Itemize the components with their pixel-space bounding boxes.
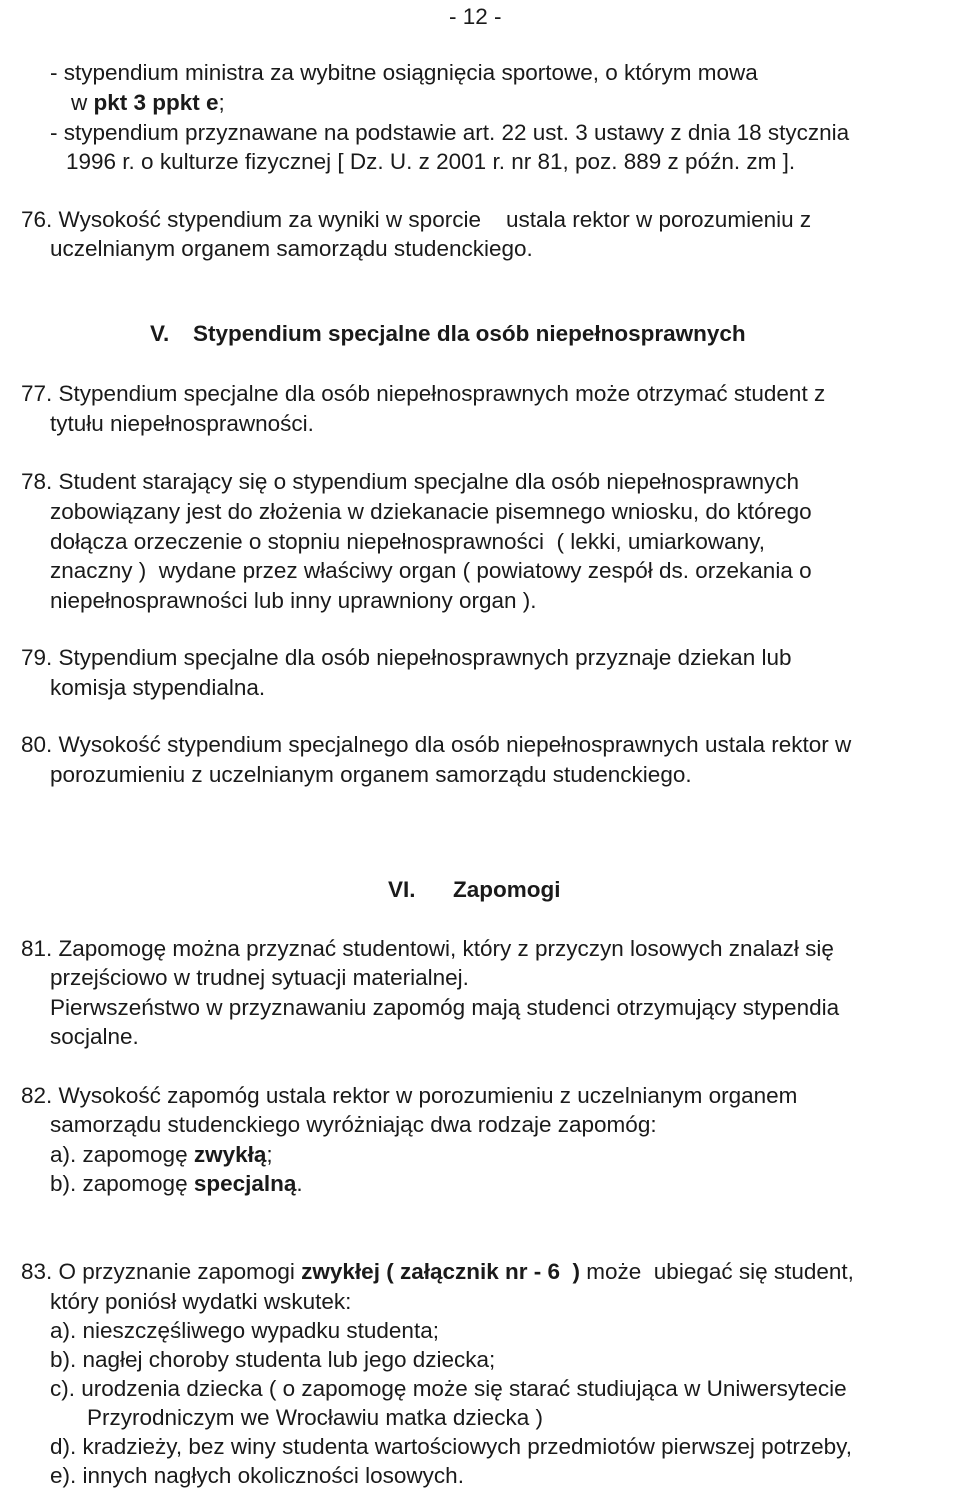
paragraph-79-line: 79. Stypendium specjalne dla osób niepełnosprawnych przyznaje dziekan lub [21, 645, 792, 670]
paragraph-83-item-d: d). kradzieży, bez winy studenta wartościowych przedmiotów pierwszej potrzeby, [50, 1434, 852, 1459]
section-v-title: Stypendium specjalne dla osób niepełnosprawnych [193, 321, 746, 346]
paragraph-83-line: który poniósł wydatki wskutek: [50, 1289, 352, 1314]
paragraph-81-line: 81. Zapomogę można przyznać studentowi, który z przyczyn losowych znalazł się [21, 936, 834, 961]
item-text: a). zapomogę [50, 1142, 194, 1167]
section-vi-number: VI. [388, 877, 416, 902]
section-vi-title: Zapomogi [453, 877, 561, 902]
list-item-line: - stypendium przyznawane na podstawie art. 22 ust. 3 ustawy z dnia 18 stycznia [50, 120, 850, 145]
list-item-line [71, 88, 225, 118]
paragraph-76-line: uczelnianym organem samorządu studenckiego. [50, 236, 533, 261]
list-item-line: 1996 r. o kulturze fizycznej [ Dz. U. z 2001 r. nr 81, poz. 889 z późn. zm ]. [66, 149, 796, 174]
list-item-text: w [71, 90, 94, 115]
paragraph-79-line: komisja stypendialna. [50, 675, 266, 700]
paragraph-80-line: porozumieniu z uczelnianym organem samorządu studenckiego. [50, 762, 692, 787]
page-number: - 12 - [449, 4, 502, 29]
paragraph-78-line: znaczny ) wydane przez właściwy organ ( powiatowy zespół ds. orzekania o [50, 558, 812, 583]
paragraph-78-line: zobowiązany jest do złożenia w dziekanacie pisemnego wniosku, do którego [50, 499, 812, 524]
item-emphasis: zwykłą [193, 1142, 267, 1167]
paragraph-83-line [21, 1257, 854, 1287]
paragraph-77-line: tytułu niepełnosprawności. [50, 411, 314, 436]
paragraph-83-item-e: e). innych nagłych okoliczności losowych. [50, 1463, 464, 1488]
list-item-line: - stypendium ministra za wybitne osiągnięcia sportowe, o którym mowa [50, 60, 758, 85]
paragraph-83-item-c-cont: Przyrodniczym we Wrocławiu matka dziecka ) [87, 1405, 543, 1430]
paragraph-81-line: socjalne. [50, 1024, 139, 1049]
paragraph-77-line: 77. Stypendium specjalne dla osób niepełnosprawnych może otrzymać student z [21, 381, 826, 406]
item-text: . [296, 1171, 303, 1196]
paragraph-76-line: 76. Wysokość stypendium za wyniki w sporcie ustala rektor w porozumieniu z [21, 207, 812, 232]
paragraph-78-line: 78. Student starający się o stypendium specjalne dla osób niepełnosprawnych [21, 469, 799, 494]
paragraph-80-line: 80. Wysokość stypendium specjalnego dla osób niepełnosprawnych ustala rektor w [21, 732, 852, 757]
paragraph-text: 83. O przyznanie zapomogi [21, 1259, 302, 1284]
paragraph-83-item-a: a). nieszczęśliwego wypadku studenta; [50, 1318, 439, 1343]
section-v-number: V. [150, 321, 170, 346]
paragraph-82-line: samorządu studenckiego wyróżniając dwa rodzaje zapomóg: [50, 1112, 657, 1137]
paragraph-82-item-a [50, 1140, 273, 1170]
paragraph-81-line: Pierwszeństwo w przyznawaniu zapomóg mają studenci otrzymujący stypendia [50, 995, 840, 1020]
paragraph-81-line: przejściowo w trudnej sytuacji materialnej. [50, 965, 469, 990]
list-item-reference: pkt 3 ppkt e [93, 90, 219, 115]
paragraph-82-line: 82. Wysokość zapomóg ustala rektor w porozumieniu z uczelnianym organem [21, 1083, 798, 1108]
item-text: ; [266, 1142, 273, 1167]
attachment-reference: zwykłej ( załącznik nr - 6 ) [301, 1259, 581, 1284]
paragraph-82-item-b [50, 1169, 303, 1199]
paragraph-83-item-b: b). nagłej choroby studenta lub jego dziecka; [50, 1347, 496, 1372]
list-item-text: ; [218, 90, 225, 115]
item-emphasis: specjalną [193, 1171, 297, 1196]
item-text: b). zapomogę [50, 1171, 194, 1196]
paragraph-78-line: niepełnosprawności lub inny uprawniony organ ). [50, 588, 537, 613]
paragraph-78-line: dołącza orzeczenie o stopniu niepełnosprawności ( lekki, umiarkowany, [50, 529, 765, 554]
paragraph-text: może ubiegać się student, [580, 1259, 854, 1284]
paragraph-83-item-c: c). urodzenia dziecka ( o zapomogę może się starać studiująca w Uniwersytecie [50, 1376, 847, 1401]
